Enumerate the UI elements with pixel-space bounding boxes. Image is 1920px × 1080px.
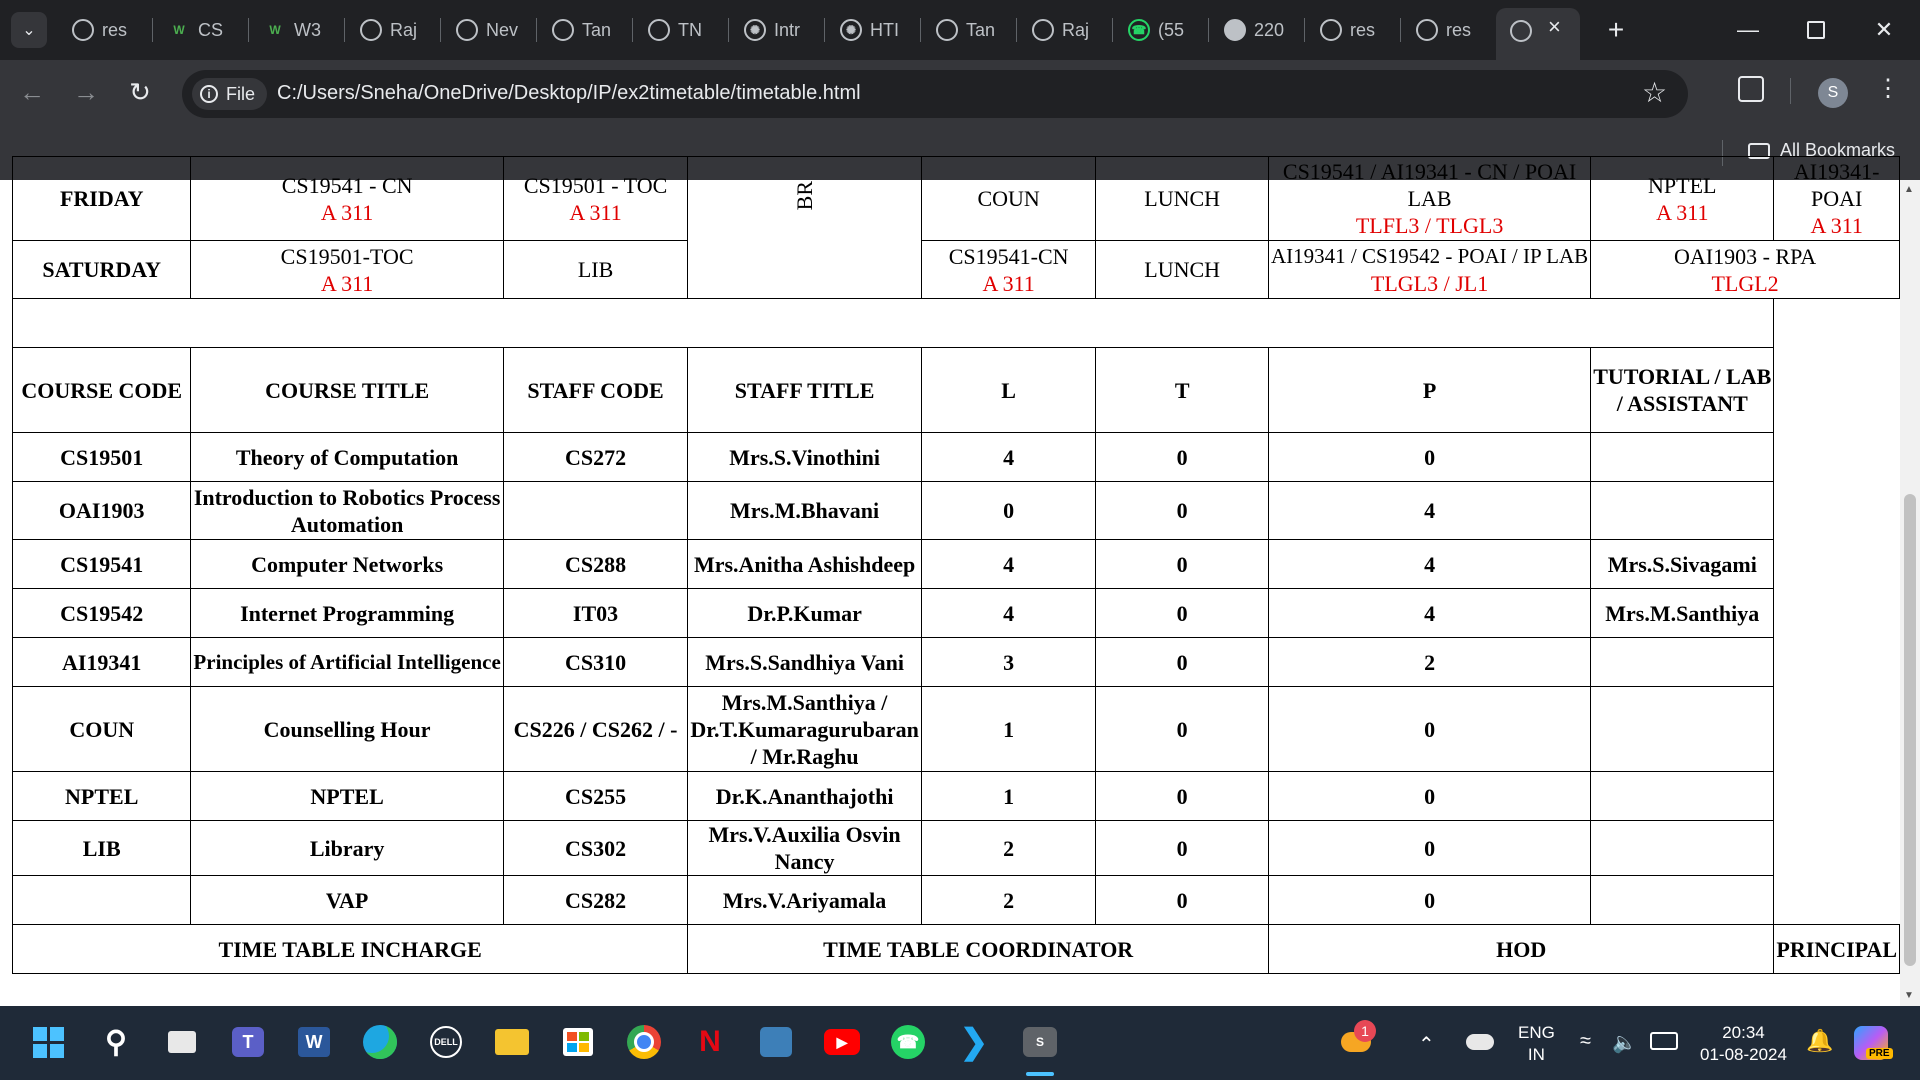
lecture-hours: 1 xyxy=(921,687,1095,772)
tab-separator xyxy=(248,18,249,42)
practical-hours: 0 xyxy=(1269,876,1591,925)
active-tab[interactable] xyxy=(1496,8,1580,60)
tutorial-hours: 0 xyxy=(1096,772,1269,821)
microsoft-store-icon[interactable] xyxy=(556,1020,600,1064)
course-code: CS19501 xyxy=(13,433,191,482)
course-header-row xyxy=(13,348,1900,433)
period-cell: CS19501 - TOC A 311 xyxy=(503,157,688,241)
menu-kebab-icon[interactable]: ⋮ xyxy=(1876,75,1900,102)
page-scrollbar[interactable] xyxy=(1900,180,1920,1006)
browser-tab[interactable]: res xyxy=(1416,10,1496,50)
close-tab-icon[interactable]: × xyxy=(1548,14,1561,39)
browser-tab[interactable]: Raj xyxy=(360,10,440,50)
vscode-icon[interactable]: ❯ xyxy=(959,1023,989,1061)
windows-taskbar xyxy=(0,1006,1920,1080)
column-header: STAFF TITLE xyxy=(688,348,922,433)
globe-icon xyxy=(1510,20,1532,42)
signature-cell: HOD xyxy=(1269,925,1774,974)
close-window-button[interactable]: ✕ xyxy=(1874,17,1894,42)
staff-title: Mrs.M.Bhavani xyxy=(688,482,922,540)
staff-code: CS310 xyxy=(503,638,688,687)
scroll-up-icon[interactable]: ▲ xyxy=(1904,184,1914,195)
globe-icon xyxy=(552,19,574,41)
notification-badge: 1 xyxy=(1354,1020,1376,1042)
timetable-row-saturday xyxy=(13,241,1900,299)
practical-hours: 0 xyxy=(1269,772,1591,821)
period-cell: AI19341 / CS19542 - POAI / IP LAB TLGL3 / JL1 xyxy=(1269,241,1591,299)
tab-separator xyxy=(824,18,825,42)
tutorial-hours: 0 xyxy=(1096,687,1269,772)
period-cell: AI19341-POAI A 311 xyxy=(1774,157,1900,241)
tab-separator xyxy=(920,18,921,42)
period-cell: LIB xyxy=(503,241,688,299)
timetable xyxy=(12,156,1900,974)
signature-cell: TIME TABLE COORDINATOR xyxy=(688,925,1269,974)
lecture-hours: 4 xyxy=(921,433,1095,482)
whatsapp-icon: ☎ xyxy=(1128,19,1150,41)
course-title: Theory of Computation xyxy=(191,433,503,482)
browser-tab[interactable]: ✺ HTI xyxy=(840,10,920,50)
course-row xyxy=(13,589,1900,638)
edge-icon[interactable] xyxy=(358,1020,402,1064)
course-title: Computer Networks xyxy=(191,540,503,589)
assistant: Mrs.S.Sivagami xyxy=(1591,540,1774,589)
assistant xyxy=(1591,821,1774,876)
tab-separator xyxy=(1208,18,1209,42)
signature-cell: TIME TABLE INCHARGE xyxy=(13,925,688,974)
staff-title: Mrs.V.Ariyamala xyxy=(688,876,922,925)
course-title: Internet Programming xyxy=(191,589,503,638)
lunch-cell: LUNCH xyxy=(1096,157,1269,241)
globe-icon xyxy=(936,19,958,41)
lecture-hours: 3 xyxy=(921,638,1095,687)
staff-code: CS282 xyxy=(503,876,688,925)
course-row xyxy=(13,687,1900,772)
course-row xyxy=(13,638,1900,687)
restore-icon xyxy=(1807,21,1825,39)
course-title: Counselling Hour xyxy=(191,687,503,772)
lecture-hours: 2 xyxy=(921,876,1095,925)
new-tab-button[interactable]: + xyxy=(1607,14,1625,45)
course-title: NPTEL xyxy=(191,772,503,821)
practical-hours: 0 xyxy=(1269,821,1591,876)
column-header: COURSE TITLE xyxy=(191,348,503,433)
period-cell: CS19501-TOC A 311 xyxy=(191,241,503,299)
extensions-icon[interactable] xyxy=(1738,76,1764,102)
course-code xyxy=(13,876,191,925)
tutorial-hours: 0 xyxy=(1096,821,1269,876)
staff-code: CS272 xyxy=(503,433,688,482)
period-cell: OAI1903 - RPA TLGL2 xyxy=(1591,241,1900,299)
staff-code: CS288 xyxy=(503,540,688,589)
staff-title: Mrs.S.Sandhiya Vani xyxy=(688,638,922,687)
browser-tab[interactable]: 220 xyxy=(1224,10,1304,50)
column-header: COURSE CODE xyxy=(13,348,191,433)
course-code: OAI1903 xyxy=(13,482,191,540)
course-code: LIB xyxy=(13,821,191,876)
tab-separator xyxy=(1016,18,1017,42)
course-code: CS19541 xyxy=(13,540,191,589)
tutorial-hours: 0 xyxy=(1096,540,1269,589)
search-icon[interactable]: ⚲ xyxy=(105,1025,127,1059)
day-label: SATURDAY xyxy=(13,241,191,299)
staff-code: CS255 xyxy=(503,772,688,821)
course-row xyxy=(13,772,1900,821)
lunch-cell: LUNCH xyxy=(1096,241,1269,299)
tab-search-button[interactable]: ⌄ xyxy=(11,12,47,48)
browser-tab[interactable]: W W3 xyxy=(264,10,344,50)
practical-hours: 4 xyxy=(1269,482,1591,540)
onedrive-icon[interactable] xyxy=(1466,1034,1494,1050)
volume-muted-icon[interactable]: 🔈 xyxy=(1612,1032,1637,1054)
globe-icon xyxy=(1416,19,1438,41)
chrome-icon[interactable] xyxy=(622,1020,666,1064)
tutorial-hours: 0 xyxy=(1096,433,1269,482)
site-info-chip[interactable]: i File xyxy=(192,78,267,110)
browser-tab[interactable]: W CS xyxy=(168,10,248,50)
tutorial-hours: 0 xyxy=(1096,589,1269,638)
wifi-icon[interactable]: ≈ xyxy=(1580,1030,1591,1052)
course-row xyxy=(13,540,1900,589)
windows-logo-icon xyxy=(33,1027,64,1058)
browser-toolbar xyxy=(0,60,1920,128)
scroll-down-icon[interactable]: ▼ xyxy=(1904,990,1914,1001)
minimize-button[interactable]: — xyxy=(1737,17,1759,42)
tutorial-hours: 0 xyxy=(1096,482,1269,540)
tab-separator xyxy=(536,18,537,42)
course-row xyxy=(13,433,1900,482)
staff-title: Mrs.V.Auxilia Osvin Nancy xyxy=(688,821,922,876)
staff-code xyxy=(503,482,688,540)
tutorial-hours: 0 xyxy=(1096,876,1269,925)
file-explorer-icon[interactable] xyxy=(490,1020,534,1064)
staff-code: CS226 / CS262 / - xyxy=(503,687,688,772)
tab-separator xyxy=(1304,18,1305,42)
column-header: T xyxy=(1096,348,1269,433)
app-window-icon[interactable]: S xyxy=(1018,1020,1062,1064)
active-app-indicator xyxy=(1026,1072,1054,1076)
course-code: AI19341 xyxy=(13,638,191,687)
tab-separator xyxy=(344,18,345,42)
column-header: TUTORIAL / LAB / ASSISTANT xyxy=(1591,348,1774,433)
browser-tab[interactable]: ☎ (55 xyxy=(1128,10,1208,50)
tab-separator xyxy=(1112,18,1113,42)
globe-icon xyxy=(1320,19,1342,41)
staff-title: Mrs.M.Santhiya / Dr.T.Kumaragurubaran / Mr.Raghu xyxy=(688,687,922,772)
address-bar[interactable] xyxy=(182,70,1688,118)
spacer-row xyxy=(13,299,1900,348)
back-button[interactable]: ← xyxy=(19,76,45,107)
tab-separator xyxy=(728,18,729,42)
browser-tab[interactable]: ✺ Intr xyxy=(744,10,824,50)
browser-tab[interactable]: res xyxy=(72,10,152,50)
course-code: COUN xyxy=(13,687,191,772)
period-cell: CS19541 - CN A 311 xyxy=(191,157,503,241)
timetable-row-friday xyxy=(13,157,1900,241)
notifications-bell-icon[interactable]: 🔔 xyxy=(1806,1028,1834,1053)
browser-tab[interactable]: TN xyxy=(648,10,728,50)
browser-tab[interactable]: Tan xyxy=(552,10,632,50)
tab-strip xyxy=(0,0,1920,60)
staff-title: Dr.K.Ananthajothi xyxy=(688,772,922,821)
practical-hours: 0 xyxy=(1269,433,1591,482)
column-header: L xyxy=(921,348,1095,433)
dell-icon[interactable]: DELL xyxy=(424,1020,468,1064)
assistant xyxy=(1591,433,1774,482)
period-cell: CS19541 / AI19341 - CN / POAI LAB TLFL3 / TLGL3 xyxy=(1269,157,1591,241)
assistant xyxy=(1591,687,1774,772)
course-title: VAP xyxy=(191,876,503,925)
scroll-thumb[interactable] xyxy=(1904,494,1916,966)
course-row xyxy=(13,821,1900,876)
browser-tab[interactable]: Tan xyxy=(936,10,1016,50)
lecture-hours: 2 xyxy=(921,821,1095,876)
w3schools-icon: W xyxy=(269,23,281,37)
period-cell: CS19541-CN A 311 xyxy=(921,241,1095,299)
staff-code: IT03 xyxy=(503,589,688,638)
globe-icon xyxy=(648,19,670,41)
column-header: P xyxy=(1269,348,1591,433)
globe-icon xyxy=(1032,19,1054,41)
tab-separator xyxy=(152,18,153,42)
url-text[interactable]: C:/Users/Sneha/OneDrive/Desktop/IP/ex2timetable/timetable.html xyxy=(277,82,861,104)
language-indicator[interactable]: ENG IN xyxy=(1518,1023,1555,1064)
staff-code: CS302 xyxy=(503,821,688,876)
info-icon: i xyxy=(200,85,218,103)
globe-icon xyxy=(360,19,382,41)
course-title: Introduction to Robotics Process Automation xyxy=(191,482,503,540)
staff-title: Mrs.Anitha Ashishdeep xyxy=(688,540,922,589)
practical-hours: 4 xyxy=(1269,589,1591,638)
assistant xyxy=(1591,772,1774,821)
course-code: NPTEL xyxy=(13,772,191,821)
start-button[interactable] xyxy=(26,1020,70,1064)
browser-tab[interactable]: Raj xyxy=(1032,10,1112,50)
reload-button[interactable]: ↻ xyxy=(129,76,151,107)
clock[interactable]: 20:34 01-08-2024 xyxy=(1700,1023,1787,1064)
signature-row xyxy=(13,925,1900,974)
practical-hours: 2 xyxy=(1269,638,1591,687)
practical-hours: 4 xyxy=(1269,540,1591,589)
browser-tab[interactable]: res xyxy=(1320,10,1400,50)
course-row xyxy=(13,482,1900,540)
staff-title: Mrs.S.Vinothini xyxy=(688,433,922,482)
copilot-badge: PRE xyxy=(1866,1048,1893,1059)
chatgpt-icon: ✺ xyxy=(744,19,766,41)
globe-icon xyxy=(72,19,94,41)
lecture-hours: 1 xyxy=(921,772,1095,821)
course-row xyxy=(13,876,1900,925)
chatgpt-icon: ✺ xyxy=(840,19,862,41)
whatsapp-icon[interactable]: ☎ xyxy=(886,1020,930,1064)
bookmark-star-icon[interactable]: ☆ xyxy=(1642,77,1668,108)
period-cell: COUN xyxy=(921,157,1095,241)
assistant xyxy=(1591,638,1774,687)
netflix-icon[interactable]: N xyxy=(699,1025,721,1058)
period-cell: NPTEL A 311 xyxy=(1591,157,1774,241)
tab-separator xyxy=(440,18,441,42)
day-label: FRIDAY xyxy=(13,157,191,241)
column-header: STAFF CODE xyxy=(503,348,688,433)
restore-button[interactable] xyxy=(1788,0,1844,60)
lecture-hours: 0 xyxy=(921,482,1095,540)
word-icon[interactable]: W xyxy=(292,1020,336,1064)
course-title: Principles of Artificial Intelligence xyxy=(191,638,503,687)
all-bookmarks-button[interactable]: All Bookmarks xyxy=(1748,140,1895,161)
toolbar-separator xyxy=(1790,78,1791,104)
lecture-hours: 4 xyxy=(921,540,1095,589)
github-icon xyxy=(1224,19,1246,41)
lecture-hours: 4 xyxy=(921,589,1095,638)
course-code: CS19542 xyxy=(13,589,191,638)
assistant: Mrs.M.Santhiya xyxy=(1591,589,1774,638)
w3schools-icon: W xyxy=(173,23,185,37)
tab-separator xyxy=(1400,18,1401,42)
teams-icon[interactable]: T xyxy=(226,1020,270,1064)
youtube-icon[interactable]: ▶ xyxy=(820,1020,864,1064)
spacer-cell xyxy=(13,299,1774,348)
page-content xyxy=(0,159,1900,1006)
battery-icon[interactable] xyxy=(1650,1032,1678,1050)
task-view-icon[interactable] xyxy=(160,1020,204,1064)
staff-title: Dr.P.Kumar xyxy=(688,589,922,638)
assistant xyxy=(1591,876,1774,925)
course-title: Library xyxy=(191,821,503,876)
browser-tab[interactable]: Nev xyxy=(456,10,536,50)
chrome-icon xyxy=(456,19,478,41)
forward-button[interactable]: → xyxy=(73,76,99,107)
profile-avatar[interactable]: S xyxy=(1818,78,1848,108)
snipping-tool-icon[interactable] xyxy=(754,1020,798,1064)
assistant xyxy=(1591,482,1774,540)
tab-separator xyxy=(632,18,633,42)
chevron-up-icon[interactable]: ⌃ xyxy=(1418,1034,1435,1056)
break-cell: BR xyxy=(688,157,922,299)
signature-cell: PRINCIPAL xyxy=(1774,925,1900,974)
tutorial-hours: 0 xyxy=(1096,638,1269,687)
practical-hours: 0 xyxy=(1269,687,1591,772)
